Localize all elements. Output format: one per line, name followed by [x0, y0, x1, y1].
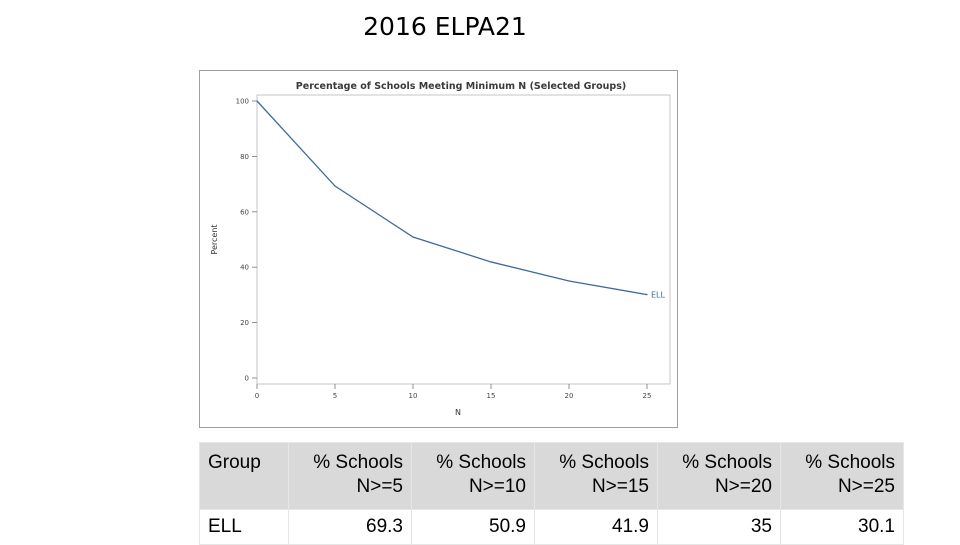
y-tick-label: 40 — [240, 263, 249, 272]
table-cell: 30.1 — [781, 510, 904, 545]
header-cell-n25 — [781, 443, 904, 510]
header-cell-group — [200, 443, 289, 510]
header-cell-n15 — [535, 443, 658, 510]
y-tick-label: 20 — [240, 319, 249, 328]
header-text: % Schools — [682, 452, 772, 473]
y-tick-label: 100 — [235, 97, 249, 106]
header-text: % Schools — [559, 452, 649, 473]
header-text: N>=20 — [714, 476, 772, 497]
line-chart — [200, 71, 677, 427]
header-text: N>=15 — [591, 476, 649, 497]
x-axis-label: N — [455, 408, 461, 417]
header-text: N>=5 — [356, 476, 403, 497]
series-line-ell — [257, 101, 647, 295]
y-tick-label: 80 — [240, 152, 249, 161]
series-label: ELL — [651, 290, 665, 300]
y-axis-label: Percent — [210, 224, 219, 255]
axes — [210, 95, 670, 417]
header-text: % Schools — [313, 452, 403, 473]
plot-area — [257, 95, 670, 384]
data-point — [490, 261, 491, 262]
x-tick-label: 5 — [332, 392, 338, 400]
header-text: N>=25 — [837, 476, 895, 497]
table-cell: 69.3 — [289, 510, 412, 545]
header-cell-n20 — [658, 443, 781, 510]
y-tick-label: 0 — [244, 374, 249, 383]
header-cell-n10 — [412, 443, 535, 510]
y-tick-label: 60 — [240, 208, 249, 217]
table-cell: 50.9 — [412, 510, 535, 545]
slide-title: 2016 ELPA21 — [363, 12, 527, 41]
header-cell-n5 — [289, 443, 412, 510]
x-tick-label: 20 — [564, 392, 574, 400]
x-tick-label: 15 — [486, 392, 496, 400]
x-tick-label: 10 — [408, 392, 418, 400]
data-table — [199, 442, 904, 545]
header-text: % Schools — [436, 452, 526, 473]
chart-title: Percentage of Schools Meeting Minimum N (Selected Groups) — [295, 81, 627, 92]
header-text: N>=10 — [468, 476, 526, 497]
header-text: Group — [208, 452, 261, 473]
x-tick-label: 0 — [254, 392, 260, 400]
series-layer — [256, 100, 665, 299]
table-row — [200, 510, 904, 545]
data-point — [256, 100, 257, 101]
header-text: % Schools — [805, 452, 895, 473]
table-cell-group: ELL — [200, 510, 289, 545]
data-point — [568, 280, 569, 281]
data-point — [412, 236, 413, 237]
table-header-row — [200, 443, 904, 510]
data-point — [334, 185, 335, 186]
data-point — [646, 294, 647, 295]
table-cell: 41.9 — [535, 510, 658, 545]
table-cell: 35 — [658, 510, 781, 545]
x-tick-label: 25 — [642, 392, 652, 400]
chart-frame — [199, 70, 678, 428]
